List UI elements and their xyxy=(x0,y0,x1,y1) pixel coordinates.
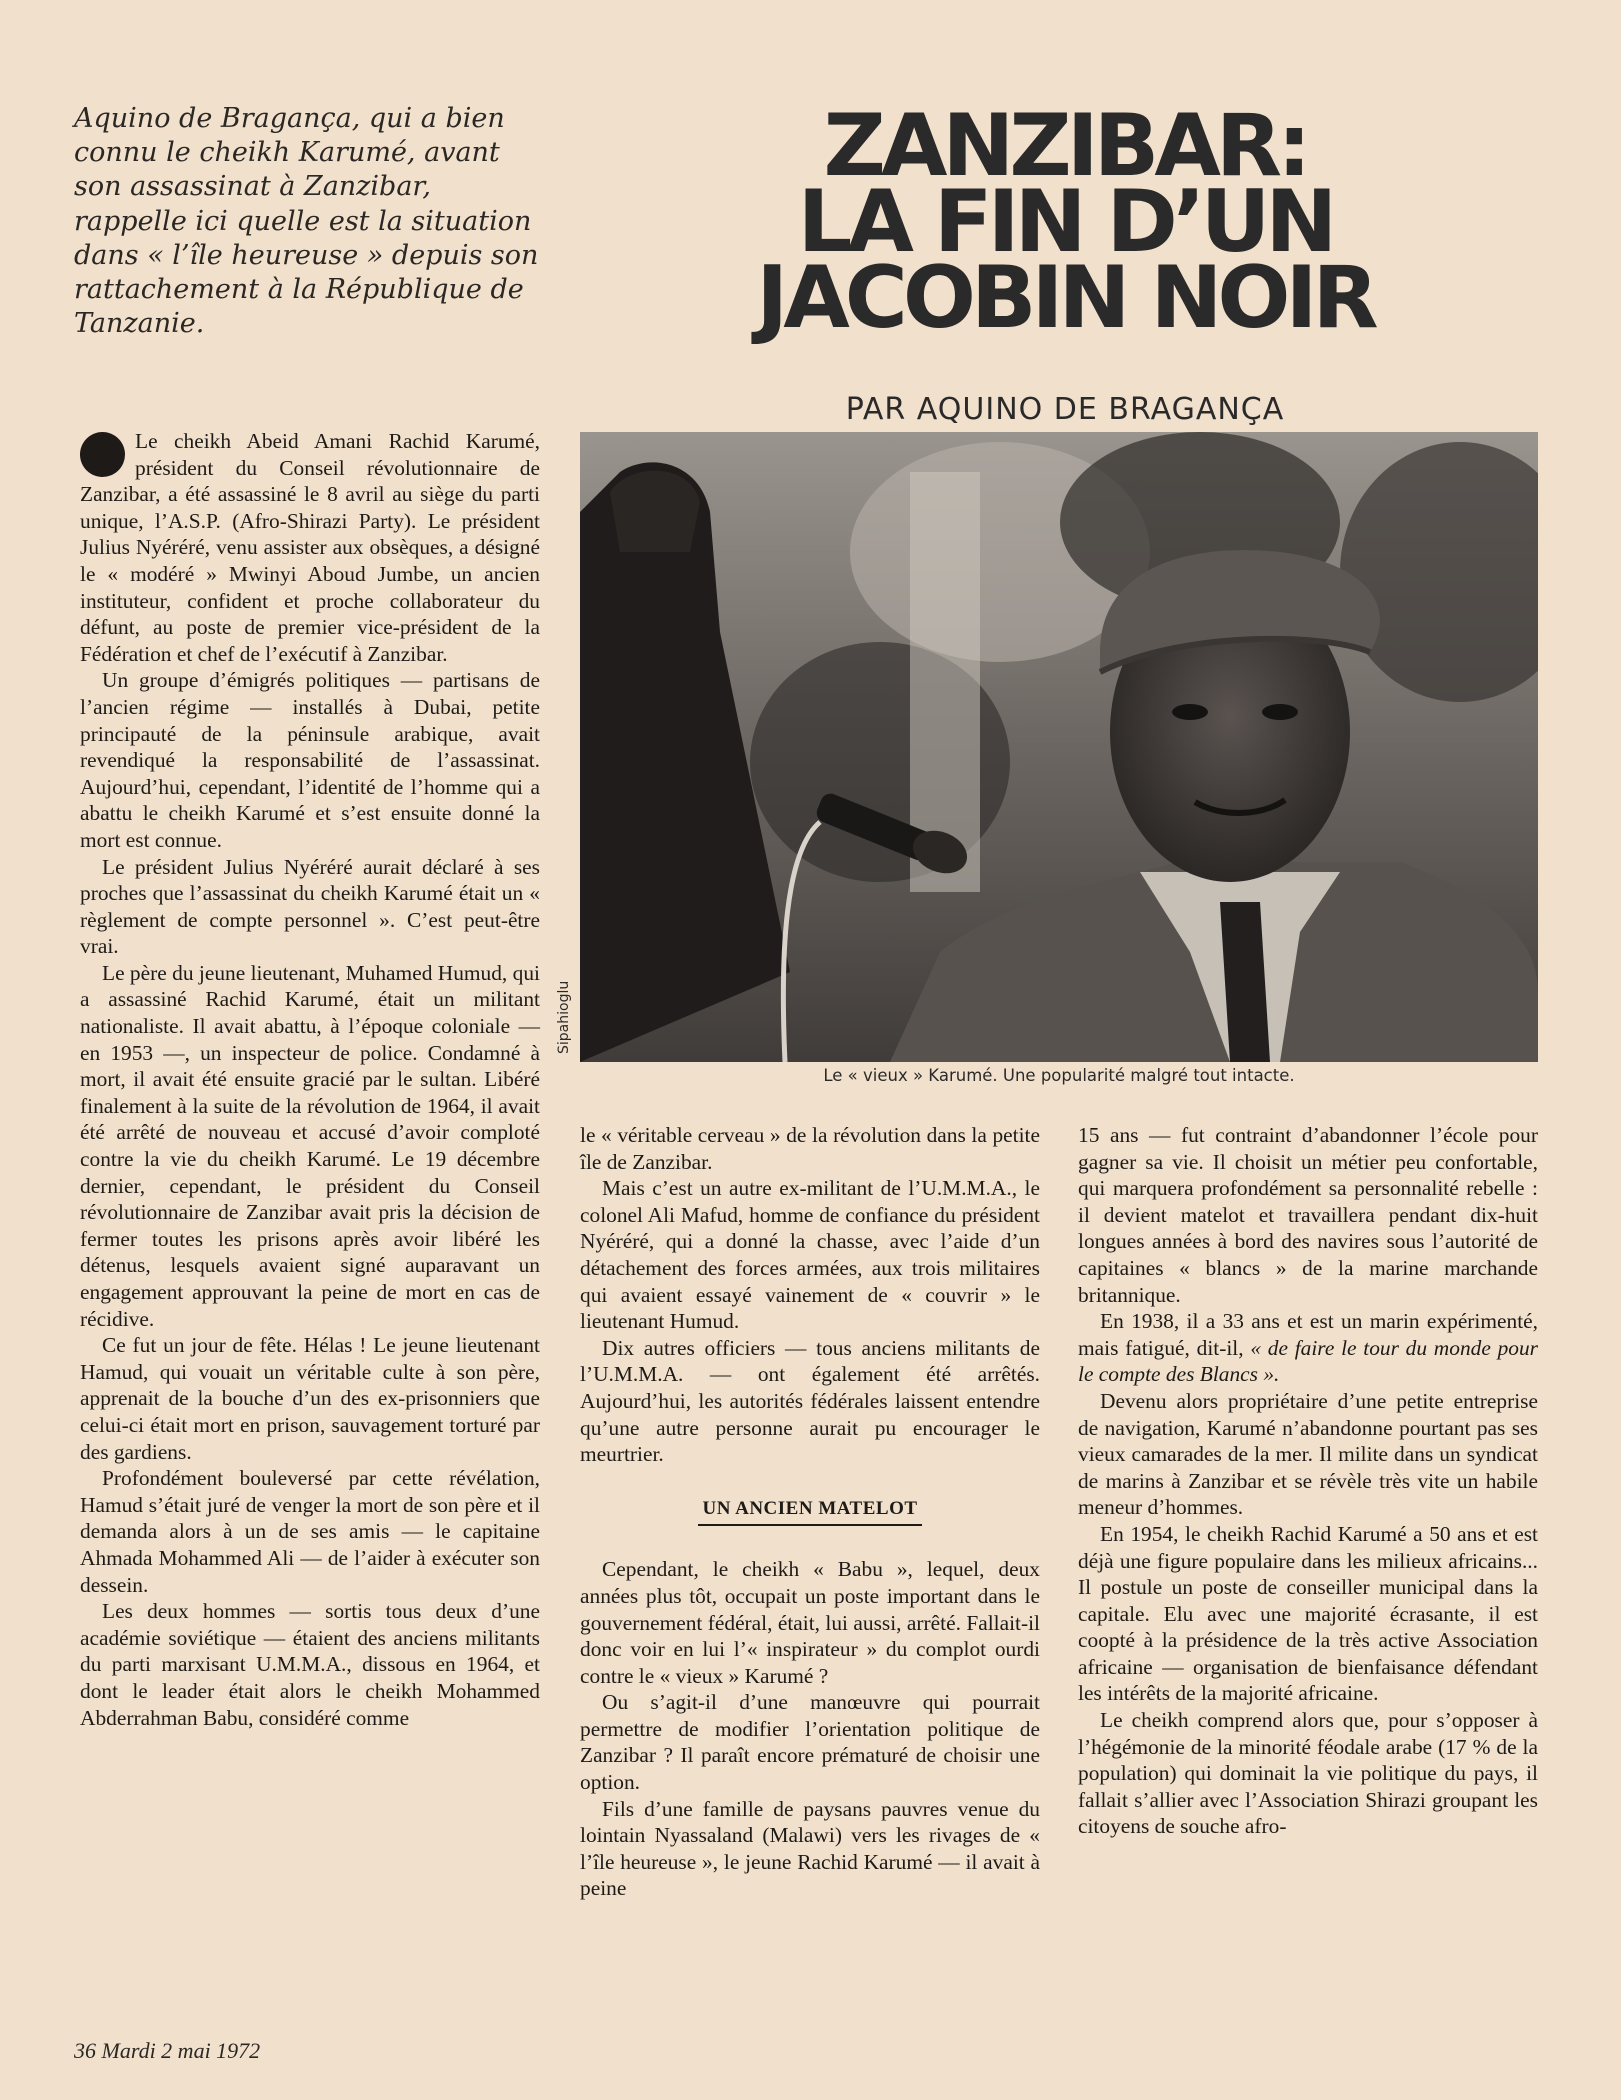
paragraph-text: En 1938, il a 33 ans et est un marin expérimenté, mais fatigué, dit-il, xyxy=(1078,1309,1538,1360)
karume-photo xyxy=(580,432,1538,1062)
paragraph: Dix autres officiers — tous anciens militants de l’U.M.M.A. — ont également été arrêtés. Aujourd’hui, les autorités fédérales laissent entendre qu’une autre personne aurait pu encourager le meurtrier. xyxy=(580,1335,1040,1467)
photo-caption: Le « vieux » Karumé. Une popularité malgré tout intacte. xyxy=(823,1066,1295,1085)
paragraph: 15 ans — fut contraint d’abandonner l’école pour gagner sa vie. Il choisit un métier peu confortable, qui marquera profondément sa personnalité rebelle : il devient matelot et travaillera pendant dix-huit longues années à bord des navires sous l’autorité de capitaines « blancs » de la marine marchande britannique. xyxy=(1078,1123,1538,1307)
paragraph: Ce fut un jour de fête. Hélas ! Le jeune lieutenant Hamud, qui vouait un véritable culte à son père, apprenait de la bouche d’un des ex-prisonniers que celui-ci était mort en prison, sauvagement torturé par des gardiens. xyxy=(80,1333,540,1464)
subheading xyxy=(580,1496,1040,1527)
paragraph: Mais c’est un autre ex-militant de l’U.M.M.A., le colonel Ali Mafud, homme de confiance du président Nyéréré, qui a donné la chasse, avec l’aide d’un détachement des forces armées, aux trois militaires qui avaient essayé vainement de « couvrir » le lieutenant Humud. xyxy=(580,1176,1040,1334)
paragraph: Les deux hommes — sortis tous deux d’une académie soviétique — étaient des anciens militants du parti marxisant U.M.M.A., dissous en 1964, et dont le leader était alors le cheikh Mohammed Abderrahman Babu, considéré comme xyxy=(80,1599,540,1730)
paragraph: Devenu alors propriétaire d’une petite entreprise de navigation, Karumé n’abandonne pourtant pas ses vieux camarades de la mer. Il milite dans un syndicat de marins à Zanzibar et se révèle très vite un habile meneur d’hommes. xyxy=(1078,1388,1538,1520)
paragraph: Cependant, le cheikh « Babu », lequel, deux années plus tôt, occupait un poste important dans le gouvernement fédéral, était, lui aussi, arrêté. Fallait-il donc voir en lui l’« inspirateur » du complot ourdi contre le « vieux » Karumé ? xyxy=(580,1557,1040,1688)
bullet-dot-icon xyxy=(80,432,125,477)
paragraph: Le cheikh comprend alors que, pour s’opposer à l’hégémonie de la minorité féodale arabe (17 % de la population) qui dominait la vie politique du pays, il fallait s’allier avec l’Association Shirazi groupant les citoyens de souche afro- xyxy=(1078,1708,1538,1839)
paragraph xyxy=(1078,1308,1538,1388)
subheading-text: UN ANCIEN MATELOT xyxy=(698,1496,921,1527)
photo-credit: Sipahioglu xyxy=(556,980,572,1054)
paragraph: Ou s’agit-il d’une manœuvre qui pourrait permettre de modifier l’orientation politique de Zanzibar ? Il paraît encore prématuré de choisir une option. xyxy=(580,1690,1040,1795)
paragraph: Le président Julius Nyéréré aurait déclaré à ses proches que l’assassinat du cheikh Karumé était un « règlement de compte personnel ». C’est peut-être vrai. xyxy=(80,854,540,959)
paragraph: Fils d’une famille de paysans pauvres venue du lointain Nyassaland (Malawi) vers les rivages de « l’île heureuse », le jeune Rachid Karumé — il avait à peine xyxy=(580,1796,1040,1901)
intro-text: Aquino de Bragança, qui a bien connu le cheikh Karumé, avant son assassinat à Zanzibar, rappelle ici quelle est la situation dans « l’île heureuse » depuis son rattachement à la République de Tanzanie. xyxy=(74,103,539,340)
paragraph: le « véritable cerveau » de la révolution dans la petite île de Zanzibar. xyxy=(580,1123,1040,1174)
column-3 xyxy=(1078,1122,1538,1840)
byline: PAR AQUINO DE BRAGANÇA xyxy=(845,392,1285,427)
paragraph: Le père du jeune lieutenant, Muhamed Humud, qui a assassiné Rachid Karumé, était un militant nationaliste. Il avait abattu, à l’époque coloniale — en 1953 —, un inspecteur de police. Condamné à mort, il avait été ensuite gracié par le sultan. Libéré finalement à la suite de la révolution de 1964, il avait été arrêté de nouveau et accusé d’avoir comploté contre la vie du cheikh Karumé. Le 19 décembre dernier, cependant, le président du Conseil révolutionnaire de Zanzibar avait pris la décision de fermer toutes les prisons après avoir libéré les détenus, lesquels avaient signé auparavant un engagement approuvant la peine de mort en cas de récidive. xyxy=(80,960,540,1331)
headline xyxy=(745,96,1385,348)
paragraph xyxy=(80,428,540,667)
page-footer: 36 Mardi 2 mai 1972 xyxy=(74,2038,261,2063)
column-1 xyxy=(80,428,540,1731)
paragraph: Profondément bouleversé par cette révélation, Hamud s’était juré de venger la mort de son père et il demanda alors à un de ses amis — le capitaine Ahmada Mohammed Ali — de l’aider à exécuter son dessein. xyxy=(80,1466,540,1597)
column-2 xyxy=(580,1122,1040,1902)
paragraph: En 1954, le cheikh Rachid Karumé a 50 ans et est déjà une figure populaire dans les milieux africains... Il postule un poste de conseiller municipal dans la capitale. Elu avec une majorité écrasante, il est coopté à la présidence de la très active Association africaine — organisation de bienfaisance défendant les intérêts de la majorité africaine. xyxy=(1078,1521,1538,1706)
headline-line-1: ZANZIBAR: xyxy=(823,96,1307,196)
quote-text: « de faire le tour du monde pour le compte des Blancs ». xyxy=(1078,1335,1538,1387)
paragraph-text: Le cheikh Abeid Amani Rachid Karumé, président du Conseil révolutionnaire de Zanzibar, a été assassiné le 8 avril au siège du parti unique, l’A.S.P. (Afro-Shirazi Party). Le président Julius Nyéréré, venu assister aux obsèques, a désigné le « modéré » Mwinyi Aboud Jumbe, un ancien instituteur, confident et proche collaborateur du défunt, au poste de premier vice-président de la Fédération et chef de l’exécutif à Zanzibar. xyxy=(80,429,540,666)
headline-line-3: JACOBIN NOIR xyxy=(756,248,1374,348)
paragraph: Un groupe d’émigrés politiques — partisans de l’ancien régime — installés à Dubai, petite principauté de la péninsule arabique, avait revendiqué la responsabilité de l’assassinat. Aujourd’hui, cependant, l’identité de l’homme qui a abattu le cheikh Karumé et s’est ensuite donné la mort est connue. xyxy=(80,668,540,852)
headline-line-2: LA FIN D’UN xyxy=(797,172,1333,272)
photo-illustration xyxy=(580,432,1538,1062)
